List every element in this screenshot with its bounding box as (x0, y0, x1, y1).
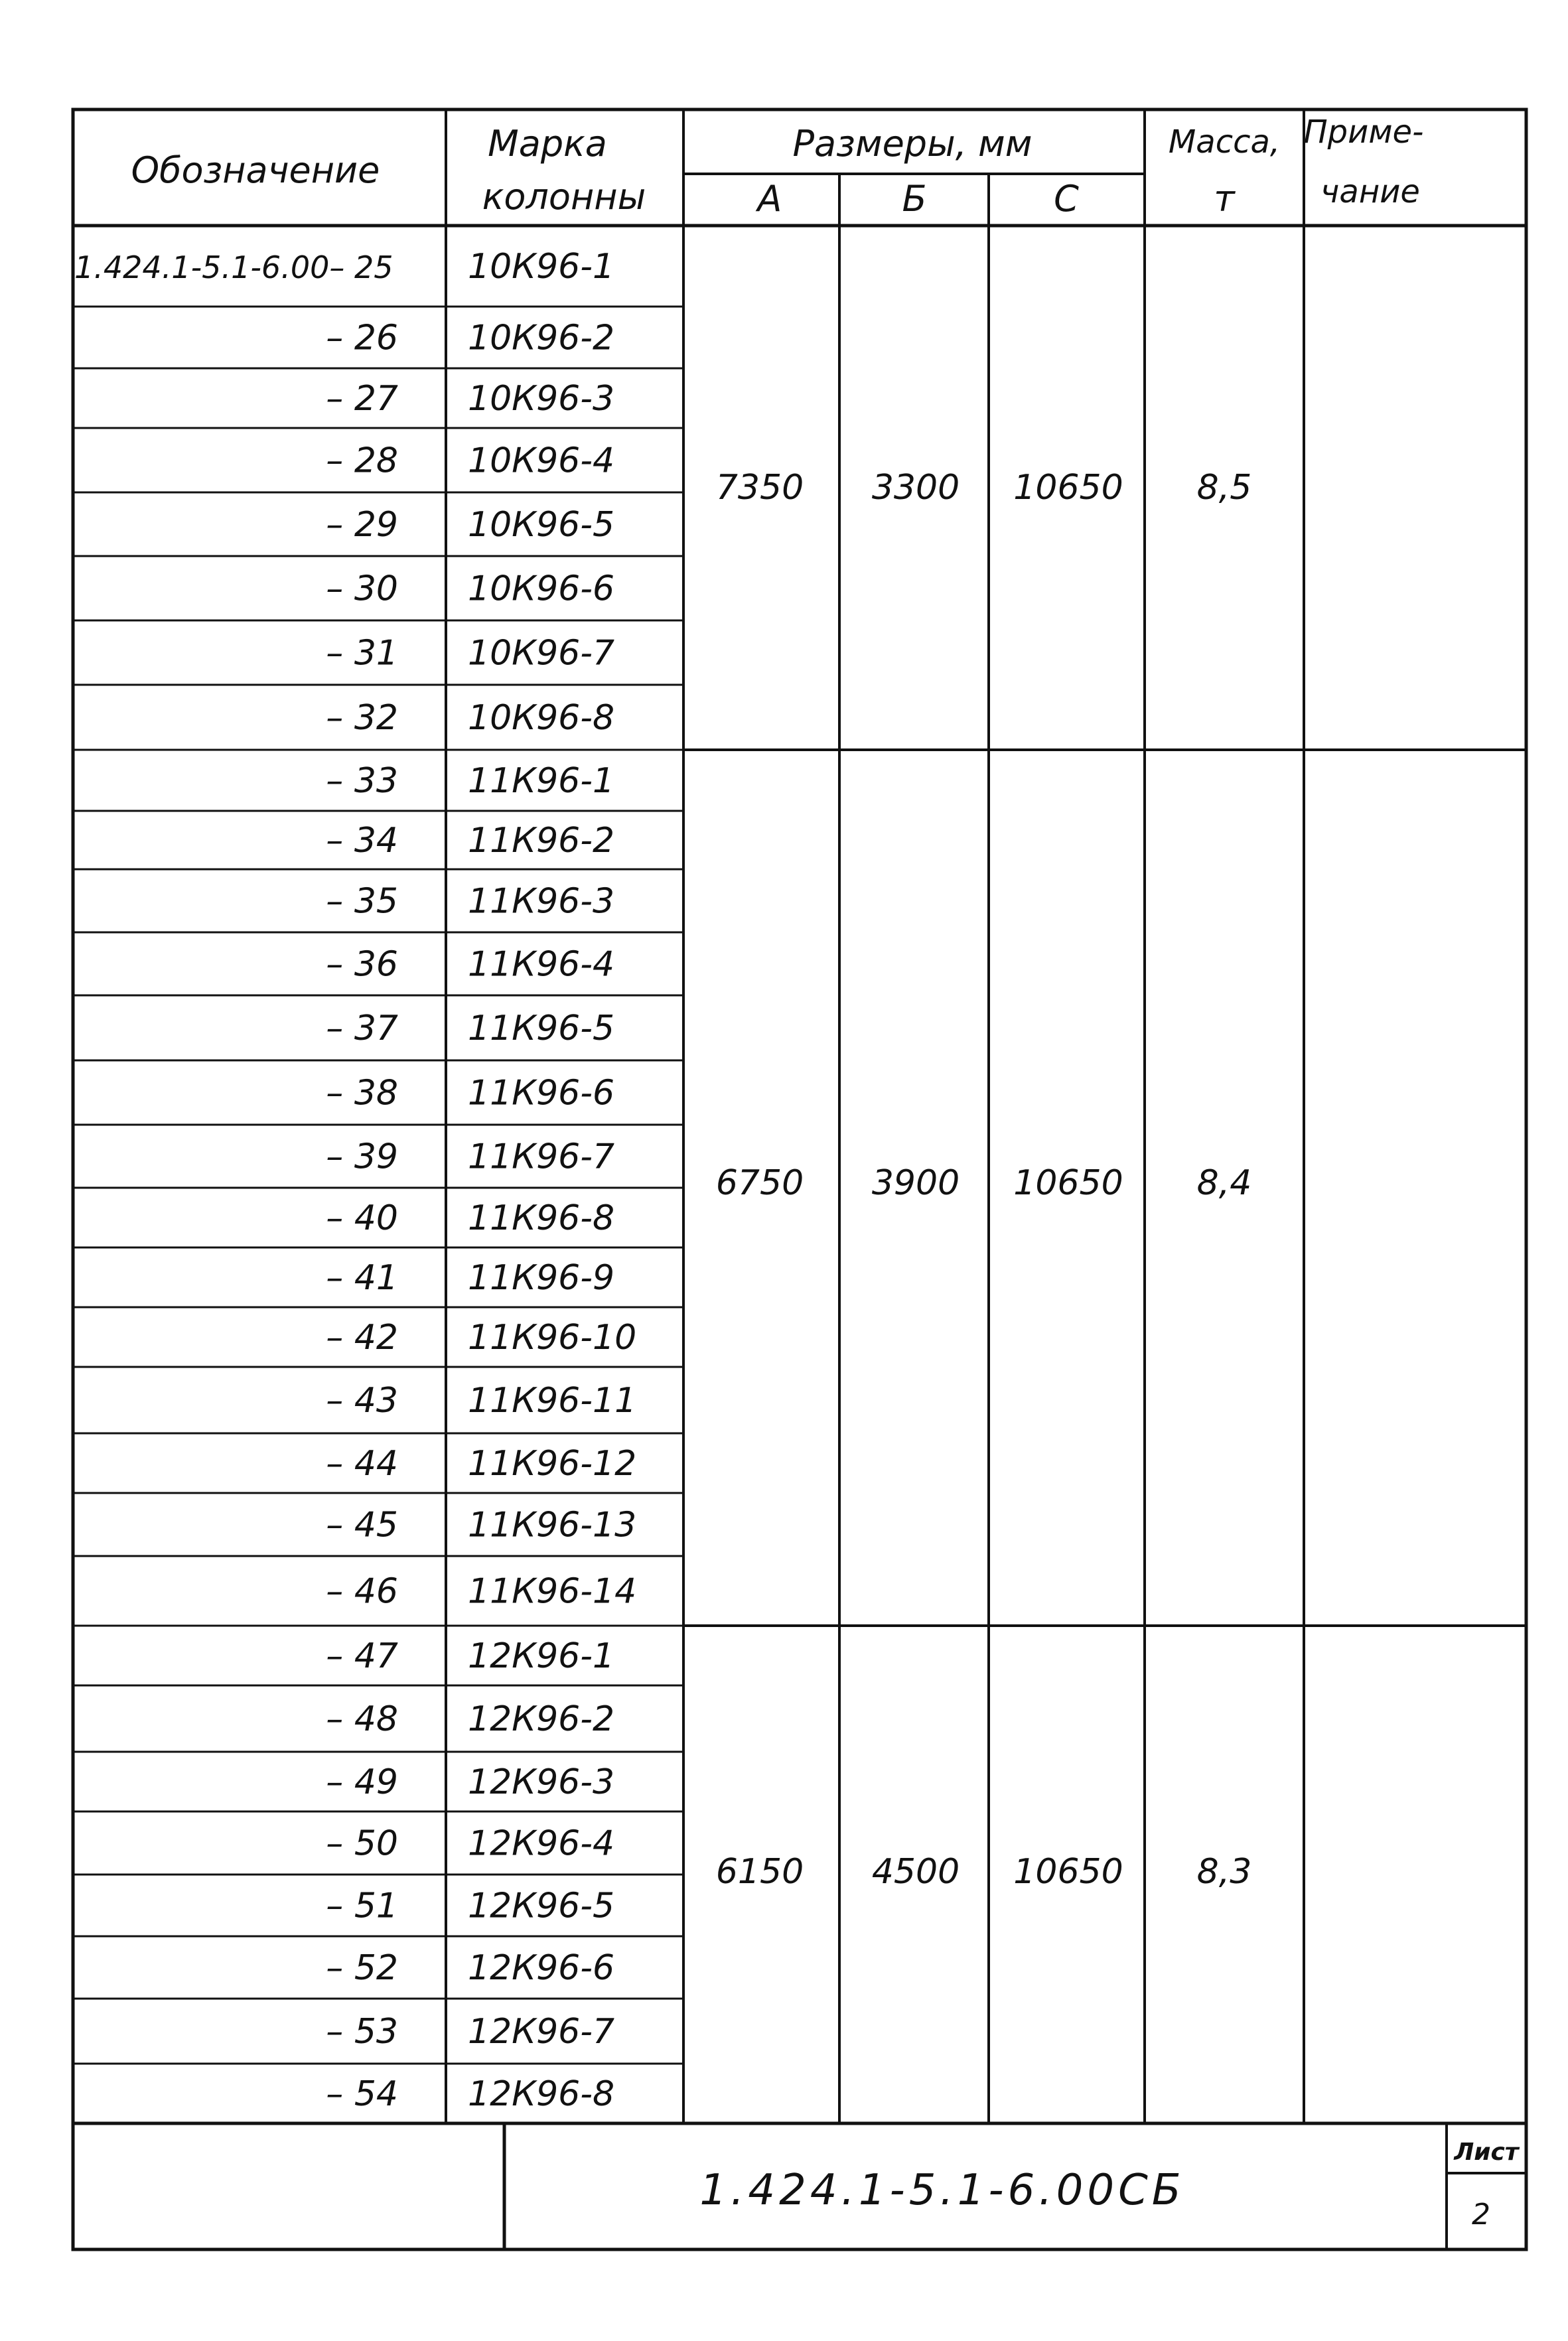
row-designation: – 41 (326, 1258, 398, 1298)
row-column-mark: 11К96-6 (468, 1073, 615, 1113)
group-2-mass: 8,4 (1196, 1163, 1252, 1203)
header-column-mark-line2: колонны (482, 176, 646, 218)
group-1-dim-c: 10650 (1013, 468, 1123, 508)
row-column-mark: 11К96-13 (468, 1505, 637, 1545)
row-designation: – 38 (326, 1073, 398, 1113)
row-column-mark: 11К96-5 (468, 1009, 615, 1048)
row-designation: – 36 (326, 944, 398, 985)
row-column-mark: 10К96-7 (468, 633, 615, 674)
row-designation: – 50 (326, 1823, 398, 1864)
row-column-mark: 11К96-11 (468, 1381, 637, 1421)
table-body (73, 247, 683, 2114)
row-designation: – 30 (326, 569, 398, 609)
row-column-mark: 10К96-6 (468, 569, 615, 609)
row-column-mark: 12К96-1 (468, 1636, 615, 1676)
row-column-mark: 10К96-4 (468, 441, 615, 481)
group-3-dim-a: 6150 (715, 1852, 804, 1892)
row-column-mark: 11К96-2 (468, 821, 615, 861)
sheet-label: Лист (1454, 2139, 1519, 2166)
row-designation: – 40 (326, 1198, 398, 1238)
row-column-mark: 11К96-8 (468, 1198, 615, 1238)
document-code: 1.424.1-5.1-6.00СБ (699, 2166, 1185, 2215)
row-designation: – 49 (326, 1762, 398, 1802)
header-note-line1: Приме- (1303, 113, 1424, 151)
row-designation: – 54 (326, 2074, 398, 2114)
row-designation: – 52 (326, 1948, 398, 1988)
row-designation: – 44 (326, 1444, 398, 1484)
row-designation: – 48 (326, 1699, 398, 1739)
group-3-dim-c: 10650 (1013, 1852, 1123, 1892)
row-column-mark: 11К96-9 (468, 1258, 615, 1298)
row-column-mark: 12К96-7 (468, 2012, 615, 2052)
header-dimensions: Размеры, мм (792, 123, 1033, 165)
group-1-mass: 8,5 (1196, 468, 1252, 508)
group-1-dim-a: 7350 (715, 468, 804, 508)
group-3-dim-b: 4500 (871, 1852, 960, 1892)
header-designation: Обозначение (131, 149, 380, 191)
group-3-mass: 8,3 (1196, 1852, 1252, 1892)
row-column-mark: 10К96-8 (468, 698, 615, 738)
row-designation: – 33 (326, 761, 398, 801)
group-1-dim-b: 3300 (871, 468, 960, 508)
row-column-mark: 11К96-7 (468, 1137, 615, 1177)
row-designation: – 26 (326, 318, 398, 358)
row-column-mark: 10К96-1 (468, 247, 615, 287)
row-designation: – 43 (326, 1381, 398, 1421)
row-designation: – 42 (326, 1318, 398, 1358)
row-column-mark: 12К96-8 (468, 2074, 615, 2114)
row-designation: – 34 (326, 821, 398, 861)
row-designation: – 29 (326, 505, 398, 545)
row-column-mark: 12К96-3 (468, 1762, 615, 1802)
header-dim-a: А (757, 178, 782, 220)
row-designation: – 46 (326, 1571, 398, 1612)
row-designation: – 45 (326, 1505, 398, 1545)
row-designation: – 39 (326, 1137, 398, 1177)
row-column-mark: 12К96-5 (468, 1886, 615, 1926)
row-designation: – 35 (326, 881, 398, 922)
group-2-dim-c: 10650 (1013, 1163, 1123, 1203)
header-dim-c: С (1054, 178, 1079, 220)
row-column-mark: 11К96-10 (468, 1318, 637, 1358)
row-column-mark: 10К96-5 (468, 505, 615, 545)
header-column-mark-line1: Марка (488, 123, 607, 165)
header-mass-line2: т (1214, 178, 1235, 220)
row-designation: – 31 (326, 633, 398, 674)
row-column-mark: 11К96-12 (468, 1444, 637, 1484)
group-2-dim-a: 6750 (715, 1163, 804, 1203)
row-column-mark: 12К96-6 (468, 1948, 615, 1988)
row-column-mark: 11К96-4 (468, 944, 615, 985)
table-header (73, 109, 1526, 2123)
group-2-dim-b: 3900 (871, 1163, 960, 1203)
row-column-mark: 11К96-3 (468, 881, 615, 922)
title-stamp (73, 2123, 1526, 2249)
row-designation: – 32 (326, 698, 398, 738)
row-column-mark: 10К96-2 (468, 318, 615, 358)
row-designation: – 28 (326, 441, 398, 481)
row-column-mark: 10К96-3 (468, 379, 615, 419)
group-3-values (716, 1852, 1252, 1892)
group-2-values (716, 1163, 1252, 1203)
row-designation: – 51 (326, 1886, 398, 1926)
sheet-number: 2 (1472, 2198, 1490, 2232)
row-designation: 1.424.1-5.1-6.00– 25 (74, 249, 393, 285)
row-column-mark: 11К96-14 (468, 1571, 637, 1612)
header-mass-line1: Масса, (1168, 123, 1281, 161)
header-note-line2: чание (1320, 173, 1420, 210)
row-column-mark: 12К96-4 (468, 1823, 615, 1864)
row-designation: – 47 (326, 1636, 398, 1676)
group-1-values (716, 468, 1252, 508)
row-designation: – 37 (326, 1009, 398, 1048)
row-column-mark: 12К96-2 (468, 1699, 615, 1739)
header-dim-b: Б (902, 178, 927, 220)
row-designation: – 53 (326, 2012, 398, 2052)
row-column-mark: 11К96-1 (468, 761, 615, 801)
row-designation: – 27 (326, 379, 398, 419)
